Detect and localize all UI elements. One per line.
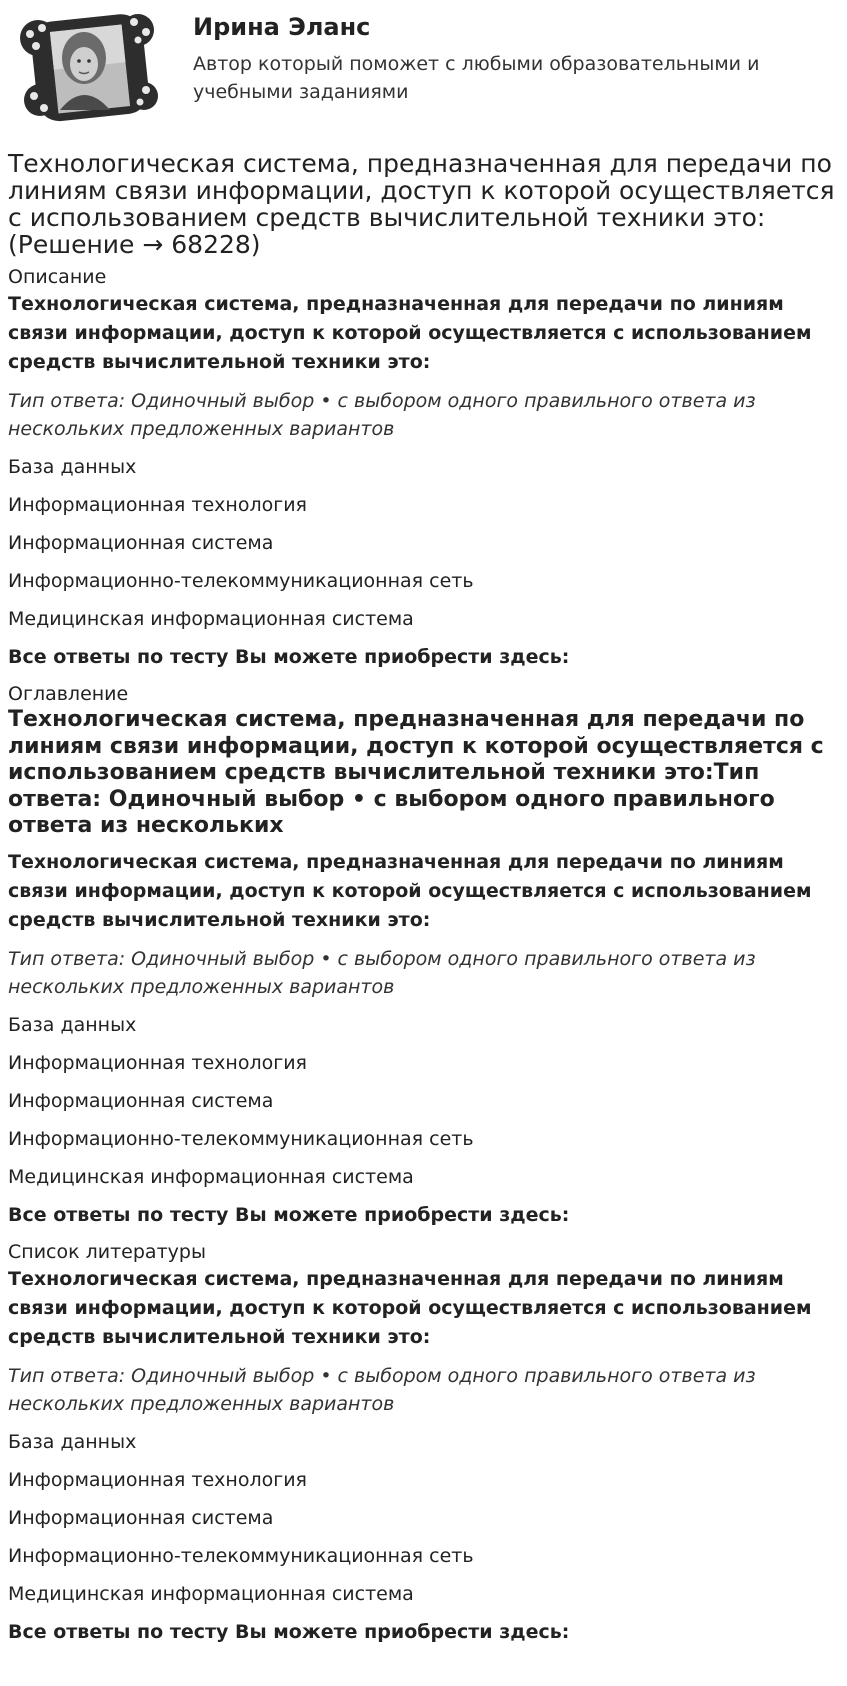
- buy-answers-text: Все ответы по тесту Вы можете приобрести здесь:: [8, 646, 570, 668]
- answer-option: Информационная технология: [8, 494, 307, 516]
- page-title: Технологическая система, предназначенная для передачи по линиям связи информации, доступ к которой осуществляется с использованием средств вычислительной техники это: (Решение → 68228): [8, 149, 835, 259]
- answer-option: Информационно-телекоммуникационная сеть: [8, 1544, 474, 1567]
- section-label-literature: Список литературы: [8, 1240, 206, 1263]
- answer-option: База данных: [8, 1013, 137, 1036]
- question-text: Технологическая система, предназначенная для передачи по линиям связи информации, доступ к которой осуществляется с использованием средств вычислительной техники это:: [8, 1267, 812, 1348]
- answer-type: Тип ответа: Одиночный выбор • с выбором одного правильного ответа из нескольких предложенных вариантов: [8, 1364, 756, 1415]
- buy-answers-text: Все ответы по тесту Вы можете приобрести здесь:: [8, 1203, 570, 1226]
- answer-option: Медицинская информационная система: [8, 1165, 414, 1188]
- answer-option: Информационно-телекоммуникационная сеть: [8, 1127, 474, 1150]
- answer-type: Тип ответа: Одиночный выбор • с выбором одного правильного ответа из нескольких предложенных вариантов: [8, 390, 756, 440]
- section-label-toc: Оглавление: [8, 683, 129, 705]
- answer-option: Медицинская информационная система: [8, 1582, 414, 1605]
- question-text: Технологическая система, предназначенная для передачи по линиям связи информации, доступ к которой осуществляется с использованием средств вычислительной техники это:: [8, 850, 812, 931]
- author-description: Автор который поможет с любыми образовательными и учебными заданиями: [193, 53, 760, 103]
- answer-option: Информационная система: [8, 1089, 274, 1112]
- toc-section: [8, 681, 839, 1229]
- answer-option: Информационная технология: [8, 1051, 307, 1074]
- author-name: Ирина Эланс: [193, 13, 371, 41]
- question-text: Технологическая система, предназначенная для передачи по линиям связи информации, доступ к которой осуществляется с использованием средств вычислительной техники это:: [8, 293, 812, 373]
- literature-section: [8, 1239, 839, 1646]
- answer-option: Информационно-телекоммуникационная сеть: [8, 570, 474, 592]
- section-label-description: Описание: [8, 266, 107, 288]
- answer-type: Тип ответа: Одиночный выбор • с выбором одного правильного ответа из нескольких предложенных вариантов: [8, 947, 756, 998]
- buy-answers-text: Все ответы по тесту Вы можете приобрести здесь:: [8, 1620, 570, 1643]
- answer-option: Информационная система: [8, 1506, 274, 1529]
- answer-option: База данных: [8, 456, 137, 478]
- answer-option: Информационная технология: [8, 1468, 307, 1491]
- answer-option: Медицинская информационная система: [8, 608, 414, 630]
- answer-option: База данных: [8, 1430, 137, 1453]
- description-section: [8, 264, 839, 671]
- author-avatar: [16, 8, 158, 126]
- toc-heading: Технологическая система, предназначенная для передачи по линиям связи информации, доступ к которой осуществляется с использованием средств вычислительной техники это:Тип ответа: Одиночный выбор • с выбором одного правильного ответа из нескольких: [8, 707, 824, 838]
- author-block: [8, 0, 839, 142]
- answer-option: Информационная система: [8, 532, 274, 554]
